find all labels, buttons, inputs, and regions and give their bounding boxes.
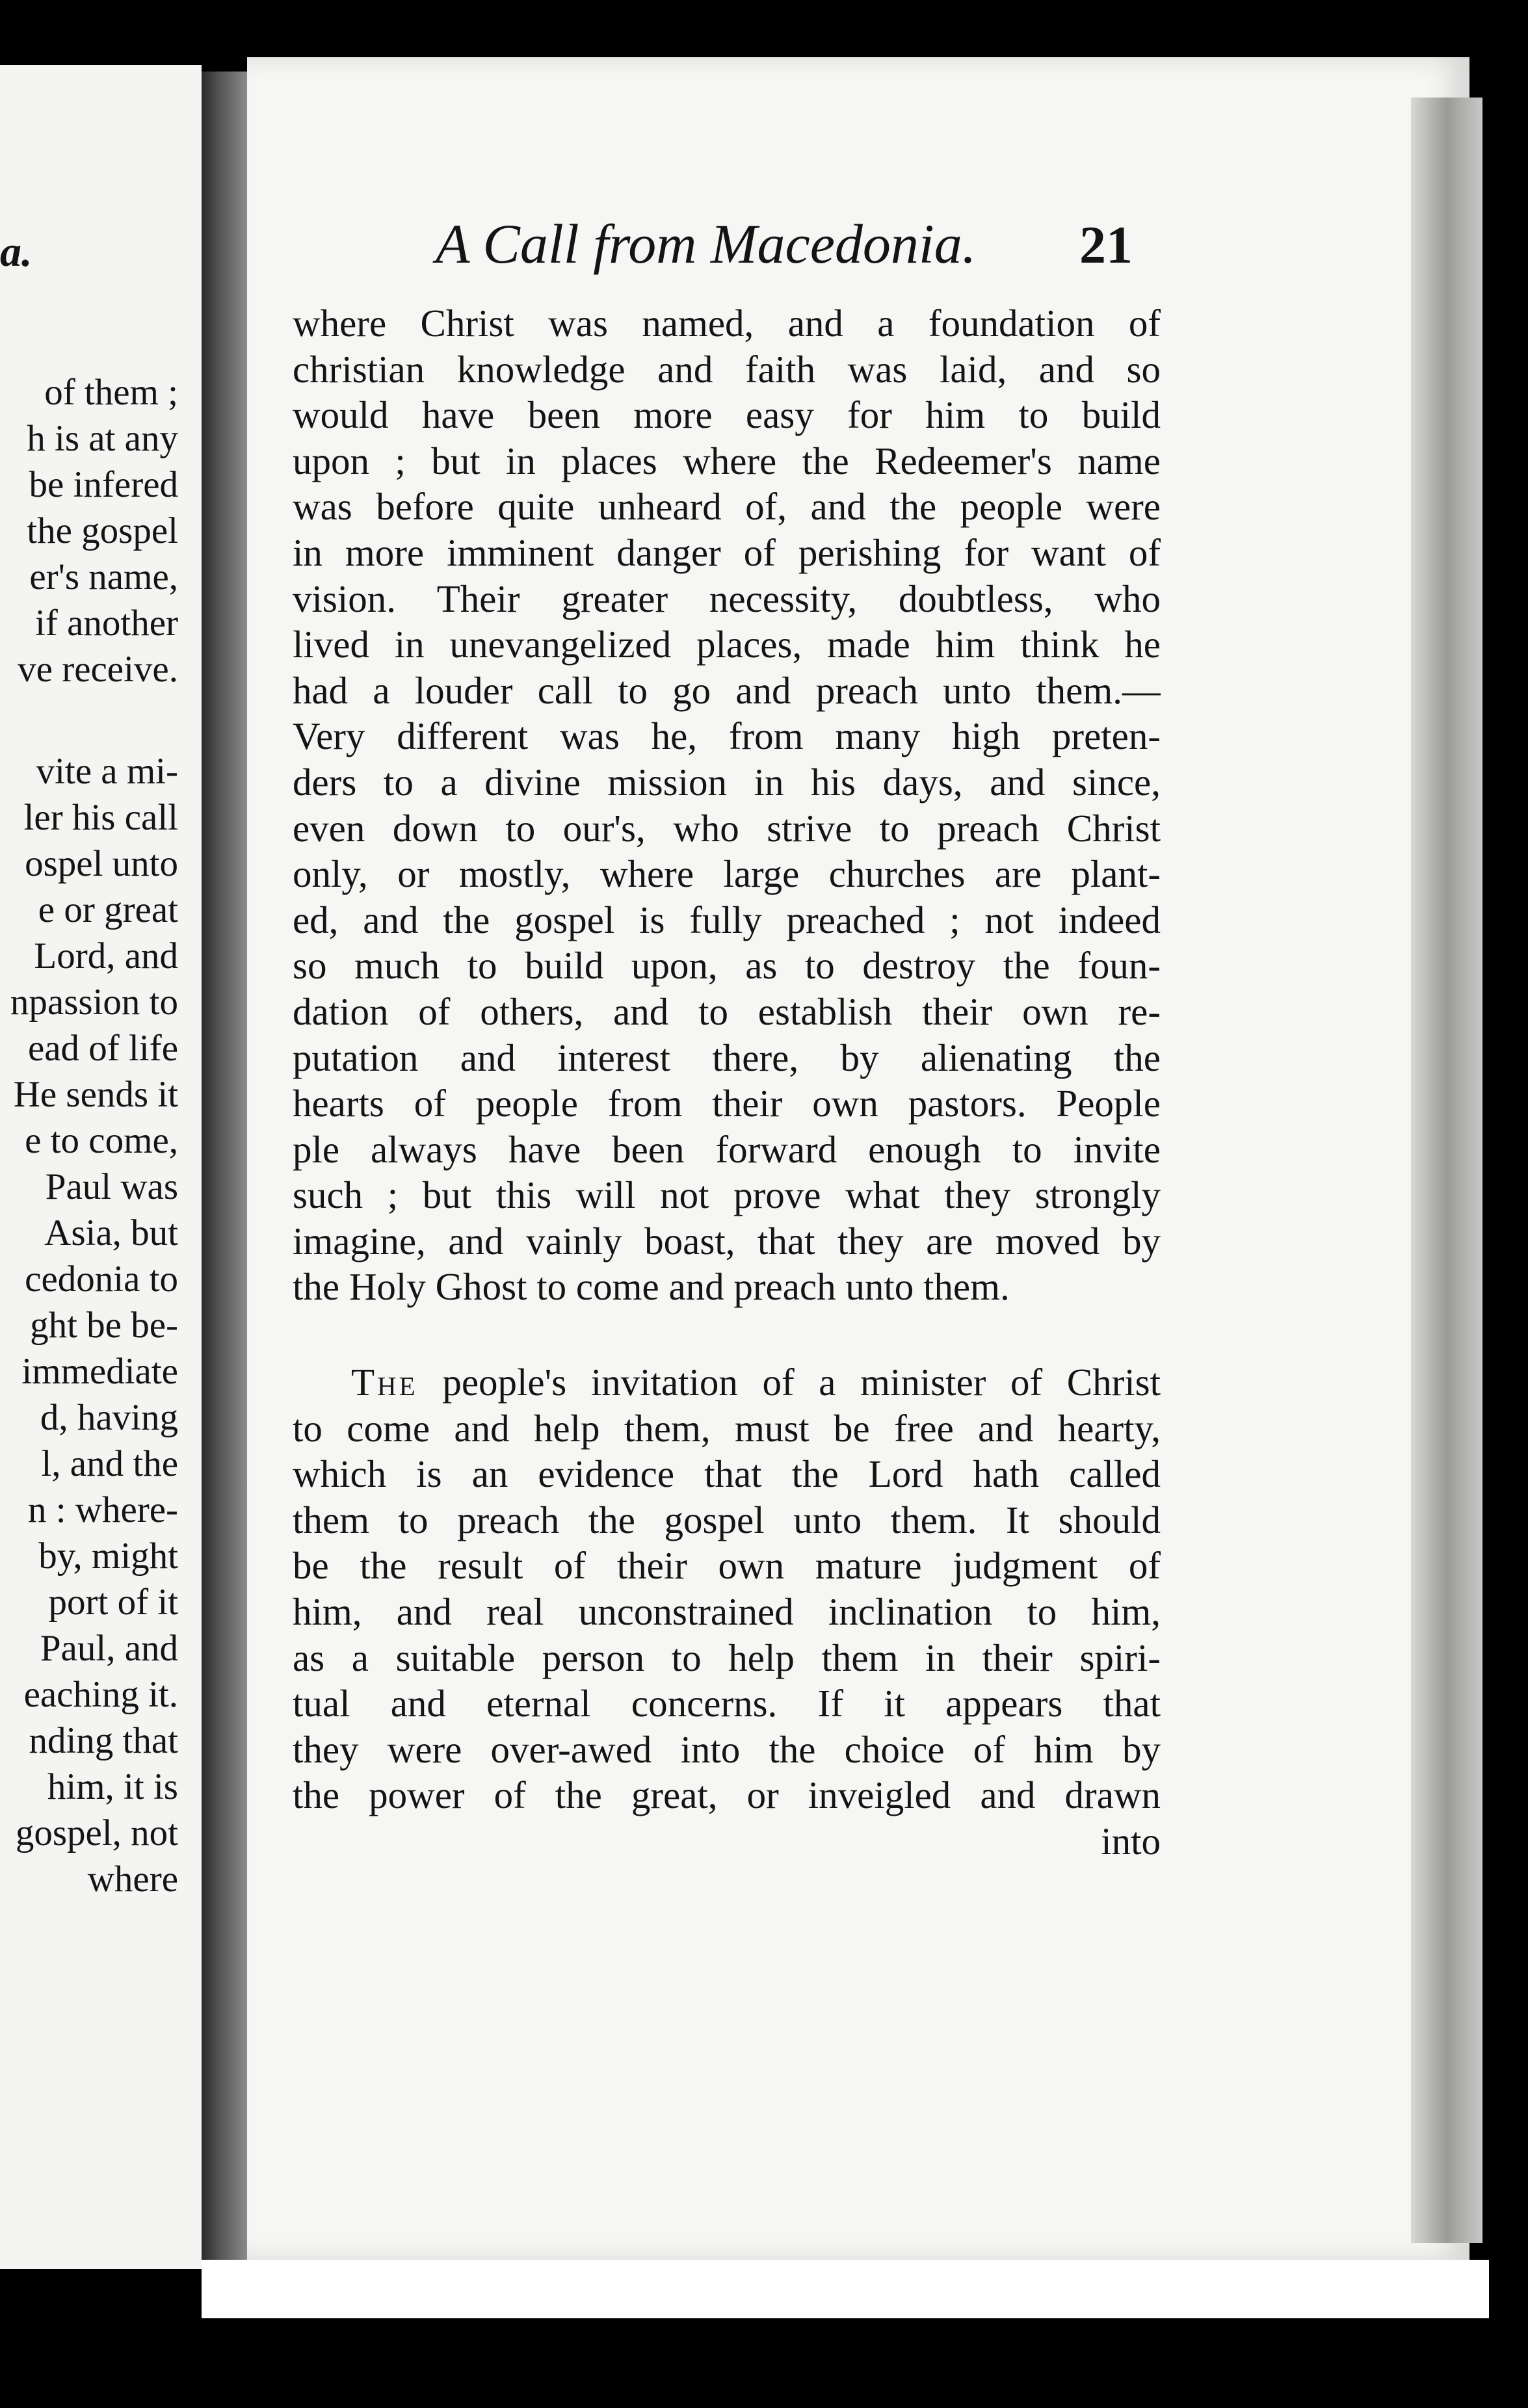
text-line: as a suitable person to help them in their spiri- (293, 1636, 1161, 1679)
text-line: putation and interest there, by alienating the (293, 1036, 1161, 1079)
previous-page-line: nding that (29, 1720, 178, 1761)
text-line: tual and eternal concerns. If it appears that (293, 1682, 1161, 1725)
text-line: vision. Their greater necessity, doubtless, who (293, 577, 1161, 620)
previous-page-line: h is at any (27, 418, 178, 459)
text-line: only, or mostly, where large churches are plant- (293, 852, 1161, 896)
paragraph-2-lead: The (351, 1361, 418, 1404)
previous-page-line: He sends it (13, 1074, 178, 1115)
text-line: so much to build upon, as to destroy the foun- (293, 944, 1161, 988)
text-line: to come and help them, must be free and hearty, (293, 1406, 1161, 1450)
previous-page-line: immediate (21, 1351, 178, 1392)
previous-page-line: of them ; (44, 372, 178, 413)
text-line: dation of others, and to establish their own re- (293, 989, 1161, 1033)
previous-page-line: ead of life (27, 1028, 178, 1069)
previous-page-line: eaching it. (23, 1674, 178, 1715)
text-line: be the result of their own mature judgment of (293, 1544, 1161, 1588)
text-line: would have been more easy for him to build (293, 393, 1161, 437)
previous-page-line: Asia, but (44, 1212, 178, 1253)
text-line: Very different was he, from many high preten- (293, 714, 1161, 758)
text-line: ple always have been forward enough to invite (293, 1127, 1161, 1171)
previous-page-line: gospel, not (15, 1813, 178, 1853)
previous-page-line: if another (35, 603, 178, 644)
book-gutter (202, 72, 247, 2262)
previous-page-line: where (87, 1859, 178, 1900)
catchword: into (1101, 1820, 1161, 1863)
previous-page-line: ler his call (23, 797, 178, 838)
paragraph-1 (293, 300, 1161, 1310)
text-line: hearts of people from their own pastors. People (293, 1082, 1161, 1125)
page-number: 21 (1079, 215, 1133, 274)
previous-page-header: a. (0, 228, 33, 276)
previous-page-line: d, having (40, 1397, 178, 1438)
previous-page-line: the gospel (27, 510, 178, 551)
previous-page-line: er's name, (29, 556, 178, 597)
text-line: upon ; but in places where the Redeemer's name (293, 439, 1161, 482)
text-line: them to preach the gospel unto them. It should (293, 1498, 1161, 1541)
text-line: lived in unevangelized places, made him think he (293, 623, 1161, 666)
text-line: was before quite unheard of, and the people were (293, 485, 1161, 529)
previous-page-line: ospel unto (25, 843, 178, 884)
paragraph-2-first-rest: people's invitation of a minister of Christ (442, 1361, 1161, 1404)
previous-page-line: n : where- (27, 1489, 178, 1530)
text-line: they were over-awed into the choice of him by (293, 1727, 1161, 1771)
previous-page-line: port of it (48, 1582, 178, 1623)
previous-page-line: cedonia to (25, 1259, 178, 1300)
previous-page-line: Paul, and (40, 1628, 178, 1669)
previous-page-line: npassion to (10, 982, 178, 1023)
previous-page-text (10, 369, 178, 1902)
text-line: him, and real unconstrained inclination to him, (293, 1590, 1161, 1634)
text-line: christian knowledge and faith was laid, and so (293, 347, 1161, 391)
text-line: the Holy Ghost to come and preach unto them. (293, 1265, 1010, 1309)
previous-page-line: e or great (38, 889, 178, 930)
text-line: even down to our's, who strive to preach Christ (293, 806, 1161, 850)
text-line: which is an evidence that the Lord hath called (293, 1452, 1161, 1496)
text-line: ders to a divine mission in his days, and since, (293, 760, 1161, 804)
page-body (293, 300, 1161, 1865)
paragraph-gap (10, 692, 178, 748)
text-line: had a louder call to go and preach unto them.— (293, 668, 1161, 712)
previous-page-line: l, and the (41, 1443, 178, 1484)
previous-page-line: e to come, (25, 1120, 178, 1161)
previous-page-line: Lord, and (34, 936, 178, 976)
paragraph-2-first-line (293, 1359, 1161, 1406)
text-line: imagine, and vainly boast, that they are moved by (293, 1219, 1161, 1263)
previous-page-line: vite a mi- (36, 751, 178, 792)
text-line: such ; but this will not prove what they strongly (293, 1173, 1161, 1217)
text-line: in more imminent danger of perishing for want of (293, 530, 1161, 574)
text-line: ed, and the gospel is fully preached ; not indeed (293, 898, 1161, 941)
previous-page-fragment (0, 65, 202, 2269)
previous-page-line: ght be be- (30, 1305, 178, 1346)
running-head: A Call from Macedonia. (436, 213, 977, 275)
text-line: the power of the great, or inveigled and drawn (293, 1773, 1161, 1817)
previous-page-line: by, might (38, 1536, 178, 1577)
previous-page-line: ve receive. (18, 649, 178, 690)
page-edge (1411, 98, 1482, 2243)
previous-page-line: him, it is (47, 1766, 178, 1807)
paragraph-2 (293, 1406, 1161, 1818)
text-line: where Christ was named, and a foundation of (293, 302, 1161, 345)
previous-page-line: be infered (29, 464, 178, 505)
previous-page-line: Paul was (45, 1166, 178, 1207)
page-bottom-edge (202, 2260, 1489, 2318)
